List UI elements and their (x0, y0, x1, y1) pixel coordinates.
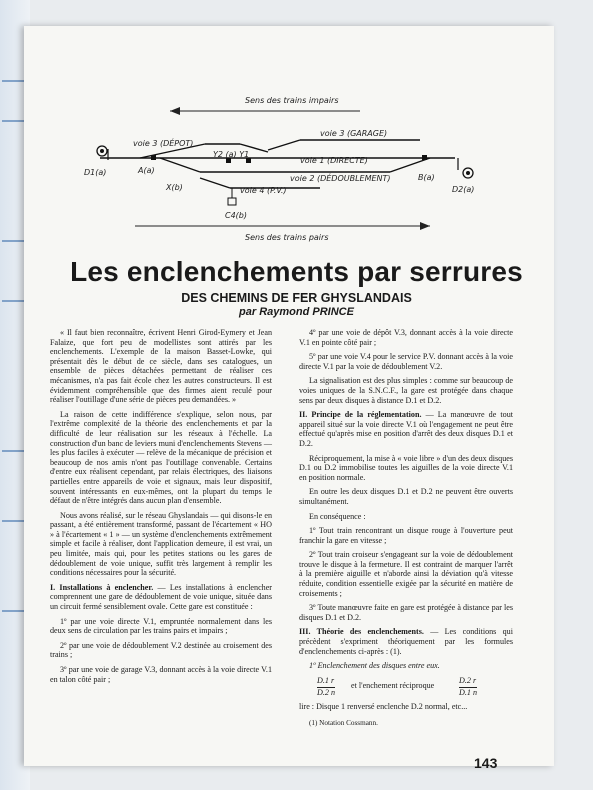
section-heading: I. Installations à enclencher. (50, 582, 154, 592)
section-heading: II. Principe de la réglementation. (299, 410, 422, 420)
paragraph: La signalisation est des plus simples : comme sur beaucoup de voies uniques de la S.N.C.F., la gare est protégée dans chaque sens par deux disques à distance D.1 et D.2. (299, 376, 513, 405)
top-direction-label: Sens des trains impairs (245, 96, 339, 105)
right-column: 4º par une voie de dépôt V.3, donnant accès à la voie directe V.1 en pointe côté pair ; 5º par une voie V.4 pour le service P.V. donnant accès à la voie directe V.1 par la voie de dédoublement V.2. La signalisation est des plus simples : comme sur beaucoup de voies uniques de la S.N.C.F., la gare est protégée dans chaque sens par deux disques à distance D.1 et D.2. II. Principe de la réglementation. — La manœuvre de tout appareil situé sur la voie directe V.1 où l'engagement ne peut être effectué qu'après mise en position d'arrêt des deux disques D.1 et D.2. Réciproquement, la mise à « voie libre » d'un des deux disques D.1 ou D.2 immobilise toutes les aiguilles de la voie directe V.1 en position normale. En outre les deux disques D.1 et D.2 ne peuvent être ouverts simultanément. En conséquence : 1º Tout train rencontrant un disque rouge à l'ouverture peut franchir la gare en vitesse ; 2º Tout train croiseur s'engageant sur la voie de dédoublement trouve le disque à la fermeture. Il est contraint de marquer l'arrêt à la première aiguille et n'aborde ainsi la déviation qu'à vitesse réduite, condition essentielle exigée par la sécurité en matière de croisements ; 3º Toute manœuvre faite en gare est protégée à distance par les disques D.1 et D.2. III. Théorie des enclenchements. — Les conditions qui précèdent s'expriment théoriquement par les formules d'enclenchements ci-après : (1). 1º Enclenchement des disques entre eux. D.1 r D.2 n et l'enchement réciproque D.2 r D.1 n lire : Disque 1 renversé enclenche D.2 normal, etc... (1) Notation Cossmann. (299, 328, 514, 728)
label-voie4: voie 4 (P.V.) (240, 186, 287, 195)
bottom-direction-label: Sens des trains pairs (245, 233, 329, 242)
paragraph: Réciproquement, la mise à « voie libre » d'un des deux disques D.1 ou D.2 immobilise toutes les aiguilles de la voie directe V.1 en position normale. (299, 453, 513, 482)
lever-c4 (228, 198, 236, 205)
paragraph: Nous avons réalisé, sur le réseau Ghyslandais — qui disons-le en passant, a été entièrement transformé, passant de l'écartement « HO » à l'écartement « 1 » — un système d'enclenchements extrêmement simple et facile à réaliser, dont l'application demeure, il est vrai, un peu limitée, mais qui, pour les petites stations ou les gares de dédoublement de voie unique, suffit très largement à remplir les conditions nécessaires pour la sécurité. (50, 510, 272, 578)
page-number: 143 (474, 755, 498, 771)
list-item: 2º par une voie de dédoublement V.2 destinée au croisement des trains ; (50, 640, 272, 660)
section-heading: III. Théorie des enclenchements. (299, 627, 424, 637)
list-item: 3º Toute manœuvre faite en gare est protégée à distance par les disques D.1 et D.2. (299, 603, 513, 622)
label-voie3-depot: voie 3 (DÉPOT) (133, 139, 194, 148)
article-title: Les enclenchements par serrures (70, 256, 523, 287)
label-voie3-garage: voie 3 (GARAGE) (320, 129, 388, 138)
right-arrow-icon (420, 222, 430, 230)
label-a: A(a) (138, 166, 155, 175)
label-b: B(a) (418, 173, 435, 182)
list-item: 4º par une voie de dépôt V.3, donnant accès à la voie directe V.1 en pointe côté pair ; (299, 328, 513, 347)
list-item: 1º Tout train rencontrant un disque rouge à l'ouverture peut franchir la gare en vitesse ; (299, 526, 513, 545)
footnote: (1) Notation Cossmann. (309, 719, 378, 728)
left-arrow-icon (170, 107, 180, 115)
paragraph: « Il faut bien reconnaître, écrivent Henri Girod-Eymery et Jean Falaize, que fort peu de modellistes sont attirés par les enclenchements. L'exemple de la maison Basset-Lowke, qui présentait dès le début de ce siècle, dans ses catalogues, un ensemble de pièces détachées permettant de réaliser ces mécanismes, n'a pas fait école chez les autres constructeurs. Il est évidemment compréhensible que des firmes aient reculé pour réaliser l'outillage d'une série de pièces peu demandées. » (50, 328, 272, 405)
label-d2: D2(a) (452, 185, 475, 194)
label-d1: D1(a) (84, 168, 107, 177)
track-diagram (0, 0, 593, 250)
left-column: « Il faut bien reconnaître, écrivent Henri Girod-Eymery et Jean Falaize, que fort peu de modellistes sont attirés par les enclenchements. L'exemple de la maison Basset-Lowke, qui présentait dès le début de ce siècle, dans ses catalogues, un ensemble de pièces détachées permettant de réaliser ces mécanismes, n'a pas fait école chez les autres constructeurs. Il est évidemment compréhensible que des firmes aient reculé pour réaliser l'outillage d'une série de pièces peu demandées. » La raison de cette indifférence s'explique, selon nous, par l'extrême complexité de la théorie des enclenchements et par la difficulté de leur réalisation sur les réseaux à l'échelle. La construction d'un banc de leviers muni d'enclenchements Stevens — les plus faciles à exécuter — relève de la mécanique de précision et beaucoup de nos amis n'ont pas l'outillage convenable. Certains d'entre eux réalisent cependant, par relais électriques, des liaisons partielles entre appareils de voie et signaux, mais leur dispositif, souvent intéressants en eux-mêmes, ont la plupart du temps le défaut de n'être intégrés dans aucun plan d'ensemble. Nous avons réalisé, sur le réseau Ghyslandais — qui disons-le en passant, a été entièrement transformé, passant de l'écartement « HO » à l'écartement « 1 » — un système d'enclenchements extrêmement simple et facile à réaliser, dont l'application demeure, il est vrai, un peu limitée, mais qui, pour les petites stations ou les gares de dédoublement de voie unique, suffit très largement à remplir les conditions nécessaires pour la sécurité. I. Installations à enclencher. — Les installations à enclencher comprennent une gare de dédoublement de voie unique, située dans un circuit fermé sensiblement ovale. Cette gare est constituée : 1º par une voie directe V.1, empruntée normalement dans les deux sens de circulation par les trains pairs et impairs ; 2º par une voie de dédoublement V.2 destinée au croisement des trains ; 3º par une voie de garage V.3, donnant accès à la voie directe V.1 en talon côté pair ; (50, 328, 273, 684)
list-item: 1º par une voie directe V.1, empruntée normalement dans les deux sens de circulation par les trains pairs et impairs ; (50, 616, 272, 636)
list-item: 2º Tout train croiseur s'engageant sur la voie de dédoublement trouve le disque à la fermeture. Il est contraint de marquer l'arrêt à la première aiguille et n'aborde ainsi la déviation qu'à vitesse réduite, condition essentielle exigée par la sécurité en matière de croisements ; (299, 550, 513, 598)
label-voie2: voie 2 (DÉDOUBLEMENT) (290, 174, 391, 183)
list-item: 5º par une voie V.4 pour le service P.V. donnant accès à la voie directe V.1 par la voie de dédoublement V.2. (299, 352, 513, 371)
article-byline: par Raymond PRINCE (239, 306, 354, 318)
label-x: X(b) (166, 183, 183, 192)
label-y2y1: Y2 (a) Y1 (213, 150, 250, 159)
paragraph: En conséquence : (309, 511, 366, 521)
label-c4: C4(b) (225, 211, 247, 220)
label-voie1: voie 1 (DIRECTE) (300, 156, 368, 165)
paragraph: En outre les deux disques D.1 et D.2 ne peuvent être ouverts simultanément. (299, 487, 513, 506)
formula: D.1 r D.2 n et l'enchement réciproque D.2 r D.1 n (317, 675, 477, 697)
article-subtitle: DES CHEMINS DE FER GHYSLANDAIS (181, 291, 412, 305)
list-item: 1º Enclenchement des disques entre eux. (309, 661, 440, 671)
list-item: 3º par une voie de garage V.3, donnant accès à la voie directe V.1 en talon côté pair ; (50, 665, 272, 684)
paragraph: La raison de cette indifférence s'explique, selon nous, par l'extrême complexité de la théorie des enclenchements et par la difficulté de leur réalisation sur les réseaux à l'échelle. La construction d'un banc de leviers muni d'enclenchements Stevens — les plus faciles à exécuter — relève de la mécanique de précision et beaucoup de nos amis n'ont pas l'outillage convenable. Certains d'entre eux réalisent cependant, par relais électriques, des liaisons partielles entre appareils de voie et signaux, mais leur dispositif, souvent intéressants en eux-mêmes, ont la plupart du temps le défaut de n'être intégrés dans aucun plan d'ensemble. (50, 409, 272, 506)
paragraph: lire : Disque 1 renversé enclenche D.2 normal, etc... (299, 701, 468, 711)
